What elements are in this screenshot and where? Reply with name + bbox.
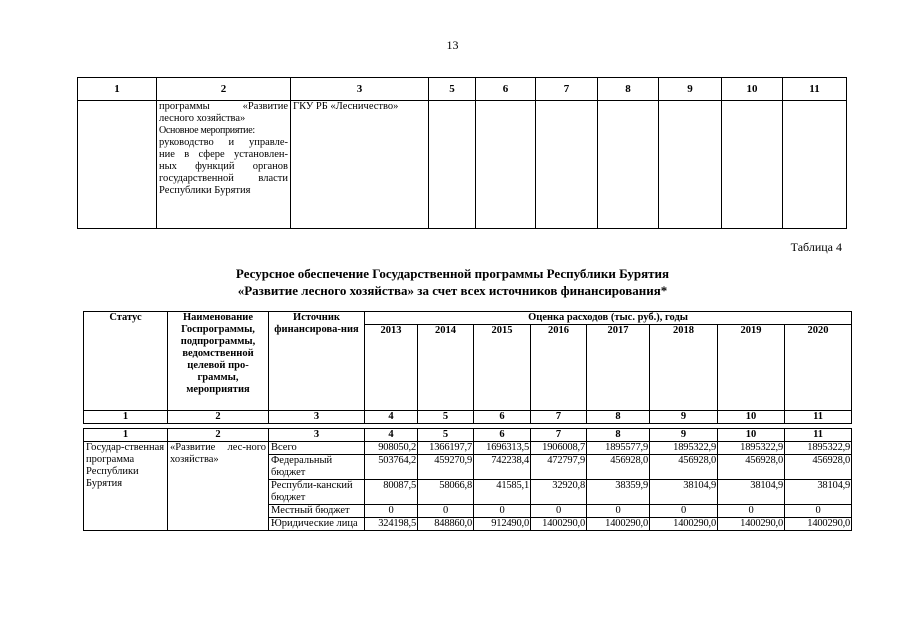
empty-cell xyxy=(429,101,476,229)
table-title-line1: Ресурсное обеспечение Государственной программы Республики Бурятия xyxy=(235,266,670,281)
resource-table xyxy=(83,311,852,531)
col-number: 5 xyxy=(418,411,474,424)
col-number: 4 xyxy=(365,429,418,442)
description-line: Основное мероприятие: xyxy=(159,125,255,136)
source-cell: Республи-канский бюджет xyxy=(269,480,365,505)
continuation-header-row xyxy=(78,78,847,101)
year-header: 2013 xyxy=(365,325,418,411)
value-cell: 0 xyxy=(531,505,587,518)
table-label: Таблица 4 xyxy=(790,240,842,254)
source-cell: Местный бюджет xyxy=(269,505,365,518)
col-number: 5 xyxy=(418,429,474,442)
col-header: 7 xyxy=(536,78,598,101)
empty-cell xyxy=(659,101,722,229)
header-source: Источник финансирова-ния xyxy=(269,312,365,411)
table-title-line2: «Развитие лесного хозяйства» за счет всех источников финансирования* xyxy=(237,283,668,298)
col-header: 6 xyxy=(476,78,536,101)
source-cell: Всего xyxy=(269,442,365,455)
empty-cell xyxy=(78,101,157,229)
empty-cell xyxy=(722,101,783,229)
year-header: 2019 xyxy=(718,325,785,411)
year-header: 2018 xyxy=(650,325,718,411)
empty-cell xyxy=(783,101,847,229)
value-cell: 1696313,5 xyxy=(474,442,531,455)
value-cell: 80087,5 xyxy=(365,480,418,505)
value-cell: 0 xyxy=(365,505,418,518)
year-header: 2015 xyxy=(474,325,531,411)
description-line: ние в сфере установлен- xyxy=(159,149,288,160)
program-name-cell: «Развитие лес-ного хозяйства» xyxy=(168,442,269,531)
description-line: Республики Бурятия xyxy=(159,185,251,196)
column-number-row-repeat xyxy=(84,429,852,442)
value-cell: 38359,9 xyxy=(587,480,650,505)
description-line: руководство и управле- xyxy=(159,137,288,148)
col-header: 10 xyxy=(722,78,783,101)
program-description-cell xyxy=(157,101,291,229)
description-line: программы «Развитие xyxy=(159,101,288,112)
col-header: 2 xyxy=(157,78,291,101)
col-number: 2 xyxy=(168,411,269,424)
col-number: 3 xyxy=(269,429,365,442)
value-cell: 0 xyxy=(650,505,718,518)
value-cell: 1895322,9 xyxy=(718,442,785,455)
value-cell: 0 xyxy=(418,505,474,518)
col-number: 11 xyxy=(785,411,852,424)
header-estimate: Оценка расходов (тыс. руб.), годы xyxy=(365,312,852,325)
value-cell: 1895322,9 xyxy=(785,442,852,455)
source-cell: Федеральный бюджет xyxy=(269,455,365,480)
column-number-row xyxy=(84,411,852,424)
col-number: 1 xyxy=(84,411,168,424)
value-cell: 0 xyxy=(587,505,650,518)
col-header: 1 xyxy=(78,78,157,101)
value-cell: 0 xyxy=(785,505,852,518)
description-line: государственной власти xyxy=(159,173,288,184)
col-number: 11 xyxy=(785,429,852,442)
col-number: 10 xyxy=(718,429,785,442)
value-cell: 38104,9 xyxy=(785,480,852,505)
empty-cell xyxy=(536,101,598,229)
value-cell: 1366197,7 xyxy=(418,442,474,455)
col-number: 9 xyxy=(650,429,718,442)
executor-cell: ГКУ РБ «Лесничество» xyxy=(291,101,429,229)
value-cell: 848860,0 xyxy=(418,518,474,531)
col-header: 9 xyxy=(659,78,722,101)
value-cell: 1906008,7 xyxy=(531,442,587,455)
value-cell: 0 xyxy=(718,505,785,518)
value-cell: 38104,9 xyxy=(650,480,718,505)
col-number: 8 xyxy=(587,411,650,424)
empty-cell xyxy=(476,101,536,229)
continuation-row xyxy=(78,101,847,229)
continuation-table xyxy=(77,77,847,229)
value-cell: 1400290,0 xyxy=(785,518,852,531)
empty-cell xyxy=(598,101,659,229)
value-cell: 324198,5 xyxy=(365,518,418,531)
header-row xyxy=(84,312,852,325)
value-cell: 456928,0 xyxy=(587,455,650,480)
header-name: Наименование Госпрограммы, подпрограммы, ведомственной целевой про-граммы, мероприятия xyxy=(168,312,269,411)
col-number: 9 xyxy=(650,411,718,424)
value-cell: 456928,0 xyxy=(785,455,852,480)
value-cell: 459270,9 xyxy=(418,455,474,480)
description-line: ных функций органов xyxy=(159,161,288,172)
value-cell: 41585,1 xyxy=(474,480,531,505)
col-number: 3 xyxy=(269,411,365,424)
year-header: 2014 xyxy=(418,325,474,411)
col-header: 3 xyxy=(291,78,429,101)
value-cell: 908050,2 xyxy=(365,442,418,455)
source-cell: Юридические лица xyxy=(269,518,365,531)
year-header: 2017 xyxy=(587,325,650,411)
value-cell: 32920,8 xyxy=(531,480,587,505)
col-number: 10 xyxy=(718,411,785,424)
year-header: 2016 xyxy=(531,325,587,411)
col-header: 11 xyxy=(783,78,847,101)
value-cell: 1400290,0 xyxy=(531,518,587,531)
page-number: 13 xyxy=(446,38,459,52)
header-status: Статус xyxy=(84,312,168,411)
value-cell: 1895322,9 xyxy=(650,442,718,455)
value-cell: 912490,0 xyxy=(474,518,531,531)
value-cell: 472797,9 xyxy=(531,455,587,480)
value-cell: 38104,9 xyxy=(718,480,785,505)
value-cell: 1400290,0 xyxy=(650,518,718,531)
value-cell: 503764,2 xyxy=(365,455,418,480)
value-cell: 1400290,0 xyxy=(587,518,650,531)
col-number: 8 xyxy=(587,429,650,442)
value-cell: 456928,0 xyxy=(650,455,718,480)
table-row xyxy=(84,442,852,455)
value-cell: 742238,4 xyxy=(474,455,531,480)
col-number: 4 xyxy=(365,411,418,424)
col-number: 2 xyxy=(168,429,269,442)
col-number: 6 xyxy=(474,429,531,442)
value-cell: 1400290,0 xyxy=(718,518,785,531)
value-cell: 58066,8 xyxy=(418,480,474,505)
col-number: 7 xyxy=(531,411,587,424)
description-line: лесного хозяйства» xyxy=(159,113,246,124)
col-number: 1 xyxy=(84,429,168,442)
col-number: 6 xyxy=(474,411,531,424)
col-header: 5 xyxy=(429,78,476,101)
value-cell: 1895577,9 xyxy=(587,442,650,455)
col-number: 7 xyxy=(531,429,587,442)
value-cell: 456928,0 xyxy=(718,455,785,480)
status-cell: Государ-ственная программа Республики Бурятия xyxy=(84,442,168,531)
col-header: 8 xyxy=(598,78,659,101)
value-cell: 0 xyxy=(474,505,531,518)
year-header: 2020 xyxy=(785,325,852,411)
